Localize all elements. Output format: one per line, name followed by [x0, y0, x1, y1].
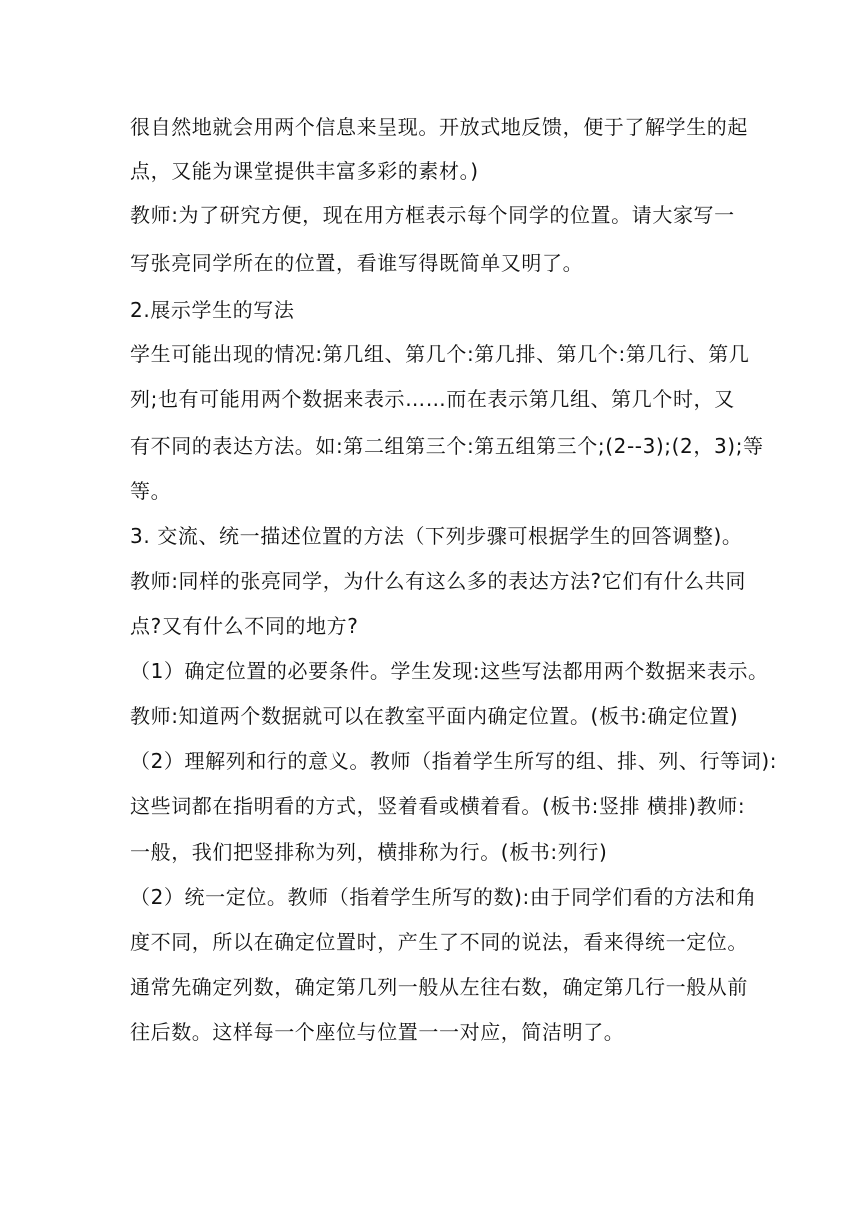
text-line-3: 教师:为了研究方便，现在用方框表示每个同学的位置。请大家写一	[130, 203, 735, 227]
text-line-12: 点?又有什么不同的地方?	[130, 614, 359, 638]
text-line-15: （2）理解列和行的意义。教师（指着学生所写的组、排、列、行等词):	[130, 749, 778, 773]
text-line-19: 度不同，所以在确定位置时，产生了不同的说法，看来得统一定位。	[130, 930, 748, 954]
text-line-8: 有不同的表达方法。如:第二组第三个:第五组第三个;(2--3);(2，3);等	[130, 434, 764, 458]
text-line-21: 往后数。这样每一个座位与位置一一对应，简洁明了。	[130, 1020, 625, 1044]
text-line-20: 通常先确定列数，确定第几列一般从左往右数，确定第几行一般从前	[130, 975, 748, 999]
text-line-1: 很自然地就会用两个信息来呈现。开放式地反馈，便于了解学生的起	[130, 115, 748, 139]
text-line-18: （2）统一定位。教师（指着学生所写的数):由于同学们看的方法和角	[130, 885, 757, 909]
text-line-2: 点，又能为课堂提供丰富多彩的素材。)	[130, 159, 479, 183]
text-line-14: 教师:知道两个数据就可以在教室平面内确定位置。(板书:确定位置)	[130, 704, 739, 728]
text-line-13: （1）确定位置的必要条件。学生发现:这些写法都用两个数据来表示。	[130, 659, 769, 683]
section-heading-3: 3. 交流、统一描述位置的方法（下列步骤可根据学生的回答调整)。	[130, 524, 743, 548]
section-heading-2: 2.展示学生的写法	[130, 298, 295, 322]
text-line-6: 学生可能出现的情况:第几组、第几个:第几排、第几个:第几行、第几	[130, 342, 750, 366]
text-line-16: 这些词都在指明看的方式，竖着看或横着看。(板书:竖排 横排)教师:	[130, 794, 746, 818]
text-line-17: 一般，我们把竖排称为列，横排称为行。(板书:列行)	[130, 840, 608, 864]
text-line-11: 教师:同样的张亮同学，为什么有这么多的表达方法?它们有什么共同	[130, 569, 746, 593]
text-line-7: 列;也有可能用两个数据来表示……而在表示第几组、第几个时，又	[130, 387, 735, 411]
text-line-4: 写张亮同学所在的位置，看谁写得既简单又明了。	[130, 251, 584, 275]
text-line-9: 等。	[130, 479, 172, 503]
